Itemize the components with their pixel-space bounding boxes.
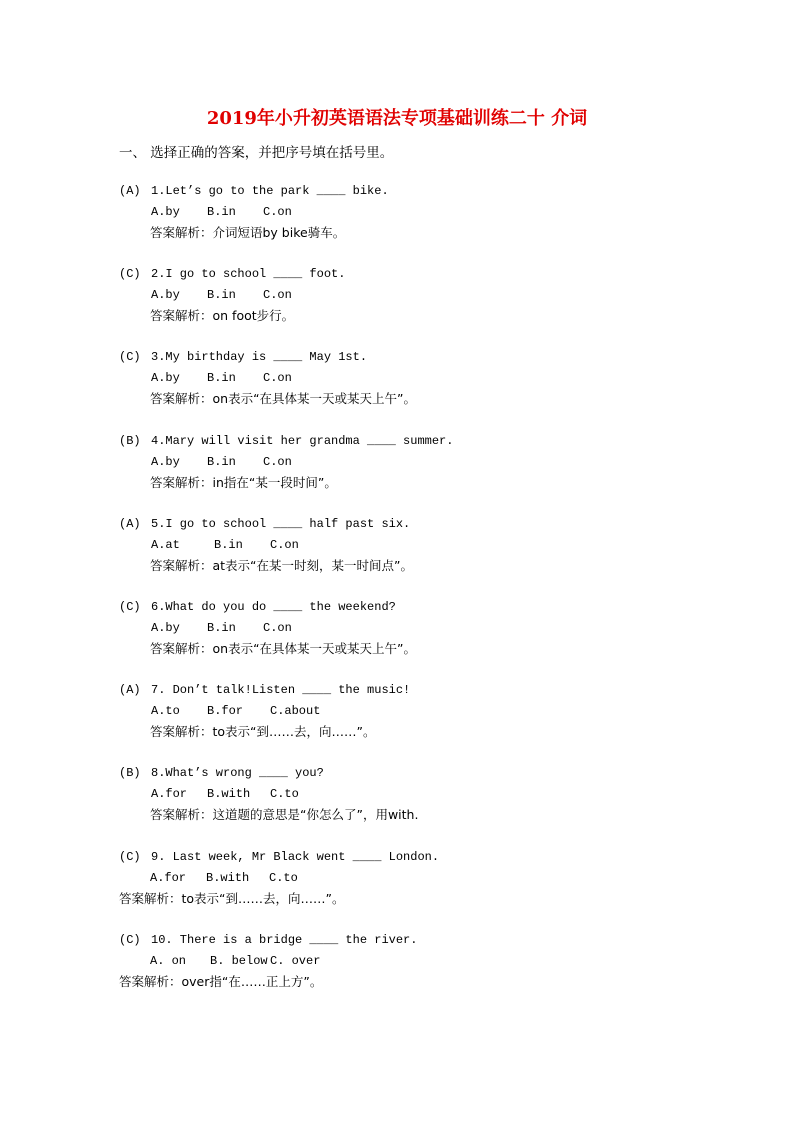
question-item	[119, 347, 739, 410]
answer-explanation: 答案解析：on表示“在具体某一天或某天上午”。	[150, 641, 417, 656]
question-stem: 9. Last week, Mr Black went ____ London.	[151, 850, 440, 864]
question-stem-line	[119, 181, 739, 202]
answer-explanation: 答案解析：介词短语by bike骑车。	[150, 225, 346, 240]
question-stem-line	[119, 680, 739, 701]
question-stem: 7. Don’t talk!Listen ____ the music!	[151, 683, 411, 697]
option-c: C.to	[270, 787, 299, 801]
option-b: B.for	[207, 704, 244, 718]
option-b: B.with	[207, 787, 251, 801]
option-c: C.to	[269, 871, 298, 885]
option-c: C.on	[263, 288, 292, 302]
option-b: B.in	[207, 455, 236, 469]
answer-explanation: 答案解析：to表示“到……去，向……”。	[150, 724, 376, 739]
question-stem-line	[119, 264, 739, 285]
option-a: A.at	[151, 538, 180, 552]
options-line	[119, 618, 739, 639]
option-c: C. over	[270, 954, 321, 968]
question-stem: 1.Let’s go to the park ____ bike.	[151, 184, 389, 198]
option-a: A.by	[151, 371, 180, 385]
option-a: A.by	[151, 455, 180, 469]
option-b: B.with	[206, 871, 250, 885]
answer-label: (C)	[119, 850, 141, 864]
answer-explanation: 答案解析：这道题的意思是“你怎么了”，用with.	[150, 807, 419, 822]
option-a: A.by	[151, 288, 180, 302]
question-item	[119, 514, 739, 577]
options-line	[119, 535, 739, 556]
question-item	[119, 763, 739, 826]
options-line	[119, 202, 739, 223]
option-a: A.by	[151, 205, 180, 219]
option-c: C.on	[270, 538, 299, 552]
option-c: C.on	[263, 455, 292, 469]
option-c: C.on	[263, 621, 292, 635]
answer-label: (A)	[119, 683, 141, 697]
option-a: A.for	[151, 787, 188, 801]
option-a: A.for	[150, 871, 187, 885]
question-stem-line	[119, 347, 739, 368]
question-stem: 3.My birthday is ____ May 1st.	[151, 350, 368, 364]
options-line	[119, 452, 739, 473]
question-stem: 6.What do you do ____ the weekend?	[151, 600, 396, 614]
question-item	[119, 431, 739, 494]
option-c: C.on	[263, 205, 292, 219]
option-a: A.to	[151, 704, 180, 718]
options-line	[119, 368, 739, 389]
question-item	[119, 847, 739, 910]
answer-explanation: 答案解析：at表示“在某一时刻，某一时间点”。	[150, 558, 414, 573]
answer-label: (C)	[119, 267, 141, 281]
question-stem: 8.What’s wrong ____ you?	[151, 766, 324, 780]
answer-explanation: 答案解析：to表示“到……去，向……”。	[119, 891, 345, 906]
options-line	[119, 868, 739, 889]
answer-label: (C)	[119, 933, 141, 947]
question-stem-line	[119, 514, 739, 535]
question-stem-line	[119, 930, 739, 951]
option-a: A. on	[150, 954, 187, 968]
question-stem-line	[119, 847, 739, 868]
question-item	[119, 597, 739, 660]
answer-explanation: 答案解析：on foot步行。	[150, 308, 295, 323]
options-line	[119, 951, 739, 972]
option-b: B.in	[207, 288, 236, 302]
answer-explanation: 答案解析：in指在“某一段时间”。	[150, 475, 337, 490]
page-title: 2019年小升初英语语法专项基础训练二十 介词	[206, 108, 588, 129]
option-c: C.about	[270, 704, 321, 718]
option-b: B.in	[207, 621, 236, 635]
answer-label: (C)	[119, 600, 141, 614]
answer-explanation: 答案解析：on表示“在具体某一天或某天上午”。	[150, 391, 417, 406]
answer-label: (A)	[119, 517, 141, 531]
question-stem-line	[119, 597, 739, 618]
question-stem-line	[119, 431, 739, 452]
question-stem: 4.Mary will visit her grandma ____ summer.	[151, 434, 454, 448]
question-item	[119, 264, 739, 327]
question-item	[119, 181, 739, 244]
question-stem: 10. There is a bridge ____ the river.	[151, 933, 418, 947]
question-item	[119, 680, 739, 743]
section-heading: 一、 选择正确的答案，并把序号填在括号里。	[119, 145, 394, 161]
question-stem: 5.I go to school ____ half past six.	[151, 517, 411, 531]
answer-label: (A)	[119, 184, 141, 198]
option-b: B. below	[210, 954, 268, 968]
answer-explanation: 答案解析：over指“在……正上方”。	[119, 974, 323, 989]
options-line	[119, 701, 739, 722]
answer-label: (B)	[119, 434, 141, 448]
question-stem-line	[119, 763, 739, 784]
question-stem: 2.I go to school ____ foot.	[151, 267, 346, 281]
answer-label: (C)	[119, 350, 141, 364]
options-line	[119, 285, 739, 306]
option-b: B.in	[207, 205, 236, 219]
answer-label: (B)	[119, 766, 141, 780]
option-b: B.in	[207, 371, 236, 385]
option-a: A.by	[151, 621, 180, 635]
option-c: C.on	[263, 371, 292, 385]
question-item	[119, 930, 739, 993]
options-line	[119, 784, 739, 805]
option-b: B.in	[214, 538, 243, 552]
